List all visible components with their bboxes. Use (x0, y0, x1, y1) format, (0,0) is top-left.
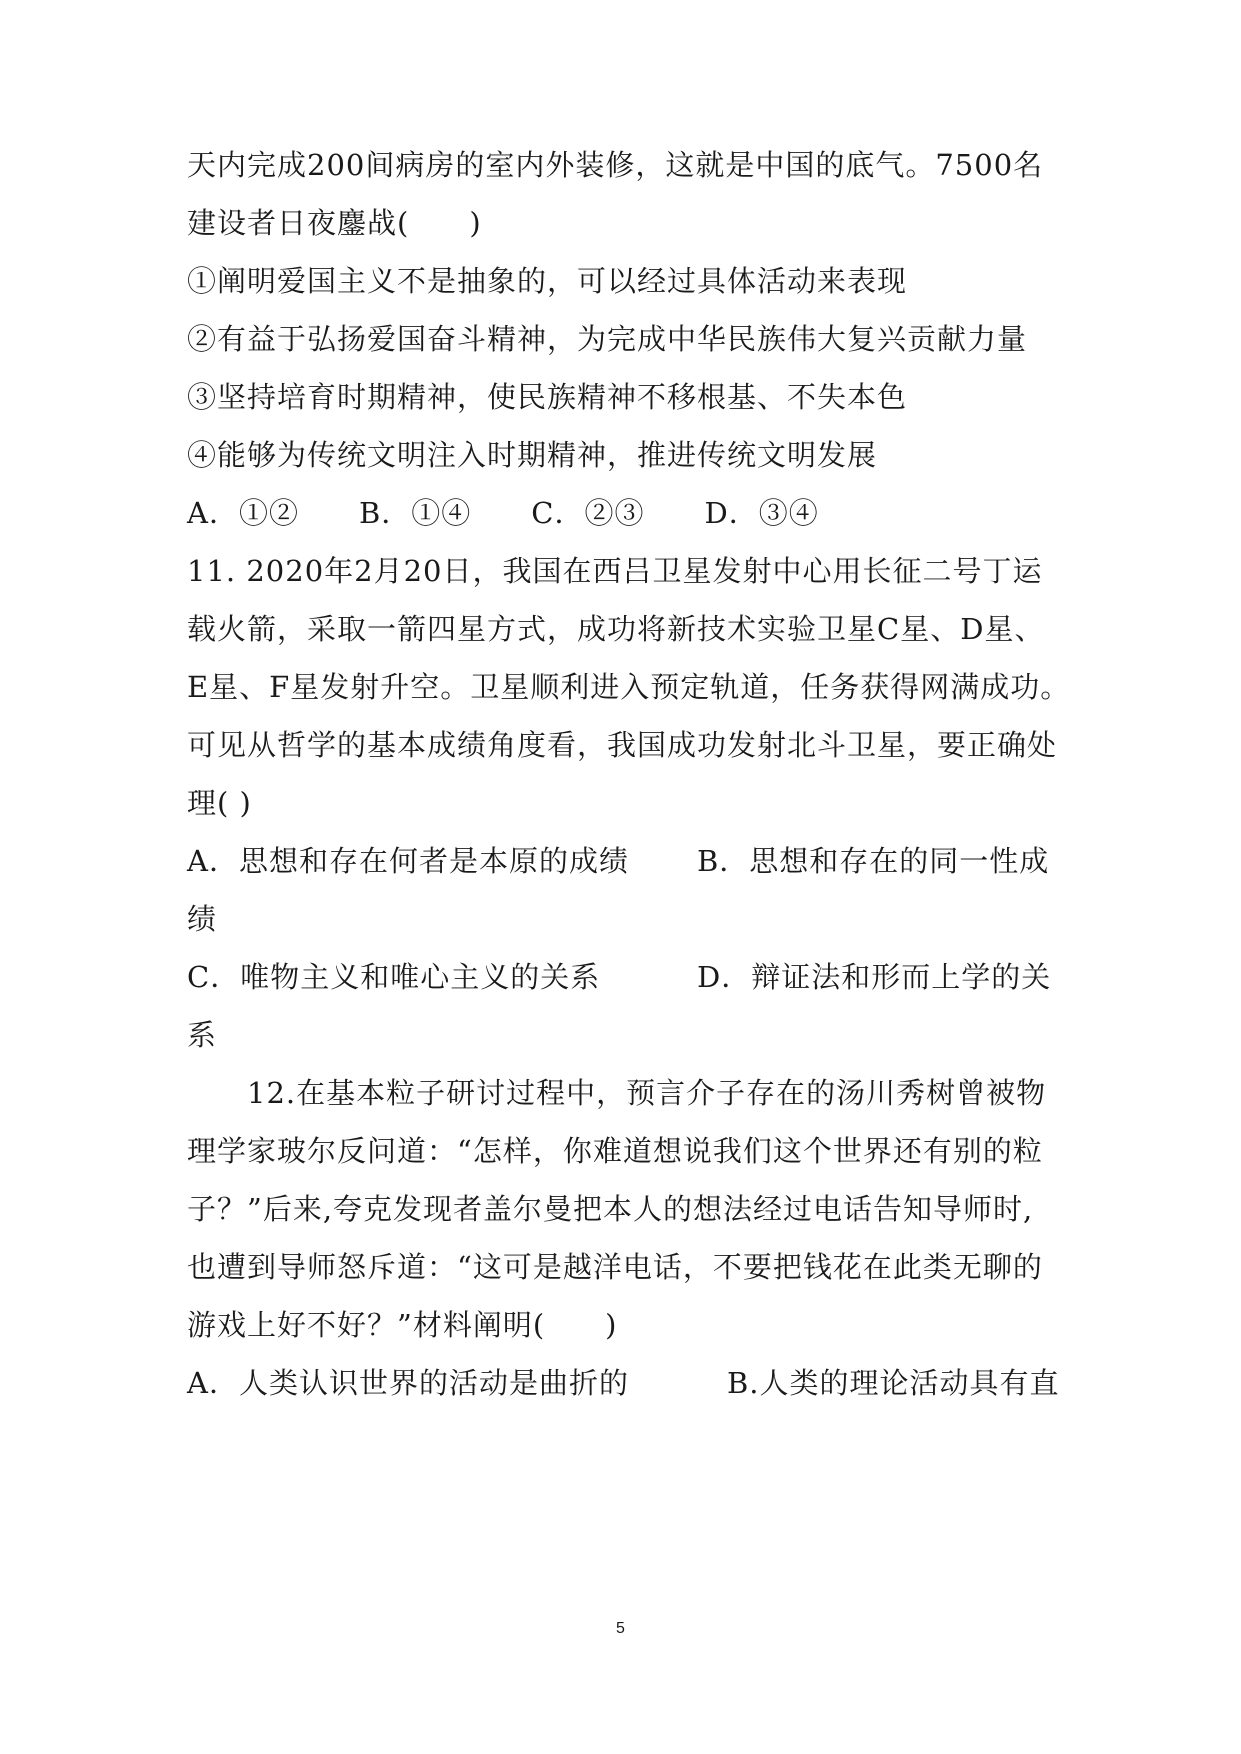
option-c-q11: C．唯物主义和唯心主义的关系 (187, 960, 601, 994)
question-11-text: 理( ) (187, 786, 252, 820)
question-12-text: 也遭到导师怒斥道：“这可是越洋电话，不要把钱花在此类无聊的 (187, 1250, 1043, 1284)
page-number: 5 (616, 1620, 625, 1637)
option-b-q11-wrap: 绩 (187, 902, 218, 936)
question-11-text: 可见从哲学的基本成绩角度看，我国成功发射北斗卫星，要正确处 (187, 728, 1058, 762)
option-d-q11: D．辩证法和形而上学的关 (697, 960, 1052, 994)
statement-4: ④能够为传统文明注入时期精神，推进传统文明发展 (187, 438, 878, 472)
question-12-text: 子？”后来,夸克发现者盖尔曼把本人的想法经过电话告知导师时, (187, 1192, 1034, 1226)
option-a-q11: A．思想和存在何者是本原的成绩 (187, 844, 629, 878)
question-11-text: 载火箭，采取一箭四星方式，成功将新技术实验卫星C星、D星、 (187, 612, 1045, 646)
question-12-text: 游戏上好不好？”材料阐明( ) (187, 1308, 618, 1342)
question-11-text: 11. 2020年2月20日，我国在西吕卫星发射中心用长征二号丁运 (187, 554, 1043, 588)
option-b-q11: B．思想和存在的同一性成 (697, 844, 1050, 878)
statement-2: ②有益于弘扬爱国奋斗精神，为完成中华民族伟大复兴贡献力量 (187, 322, 1028, 356)
option-d-q11-wrap: 系 (187, 1018, 218, 1052)
statement-3: ③坚持培育时期精神，使民族精神不移根基、不失本色 (187, 380, 908, 414)
question-11-text: E星、F星发射升空。卫星顺利进入预定轨道，任务获得网满成功。 (187, 670, 1071, 704)
question-stem-end: 建设者日夜鏖战( ) (187, 206, 482, 240)
question-12-text: 理学家玻尔反问道：“怎样，你难道想说我们这个世界还有别的粒 (187, 1134, 1043, 1168)
question-12-text: 12.在基本粒子研讨过程中，预言介子存在的汤川秀树曾被物 (247, 1076, 1047, 1110)
text-line: 天内完成200间病房的室内外装修，这就是中国的底气。7500名 (187, 148, 1044, 182)
option-a-q12: A．人类认识世界的活动是曲折的 (187, 1366, 629, 1400)
answer-options-q10: A．①② B．①④ C．②③ D．③④ (187, 496, 819, 530)
statement-1: ①阐明爱国主义不是抽象的，可以经过具体活动来表现 (187, 264, 908, 298)
option-b-q12: B.人类的理论活动具有直 (727, 1366, 1060, 1400)
